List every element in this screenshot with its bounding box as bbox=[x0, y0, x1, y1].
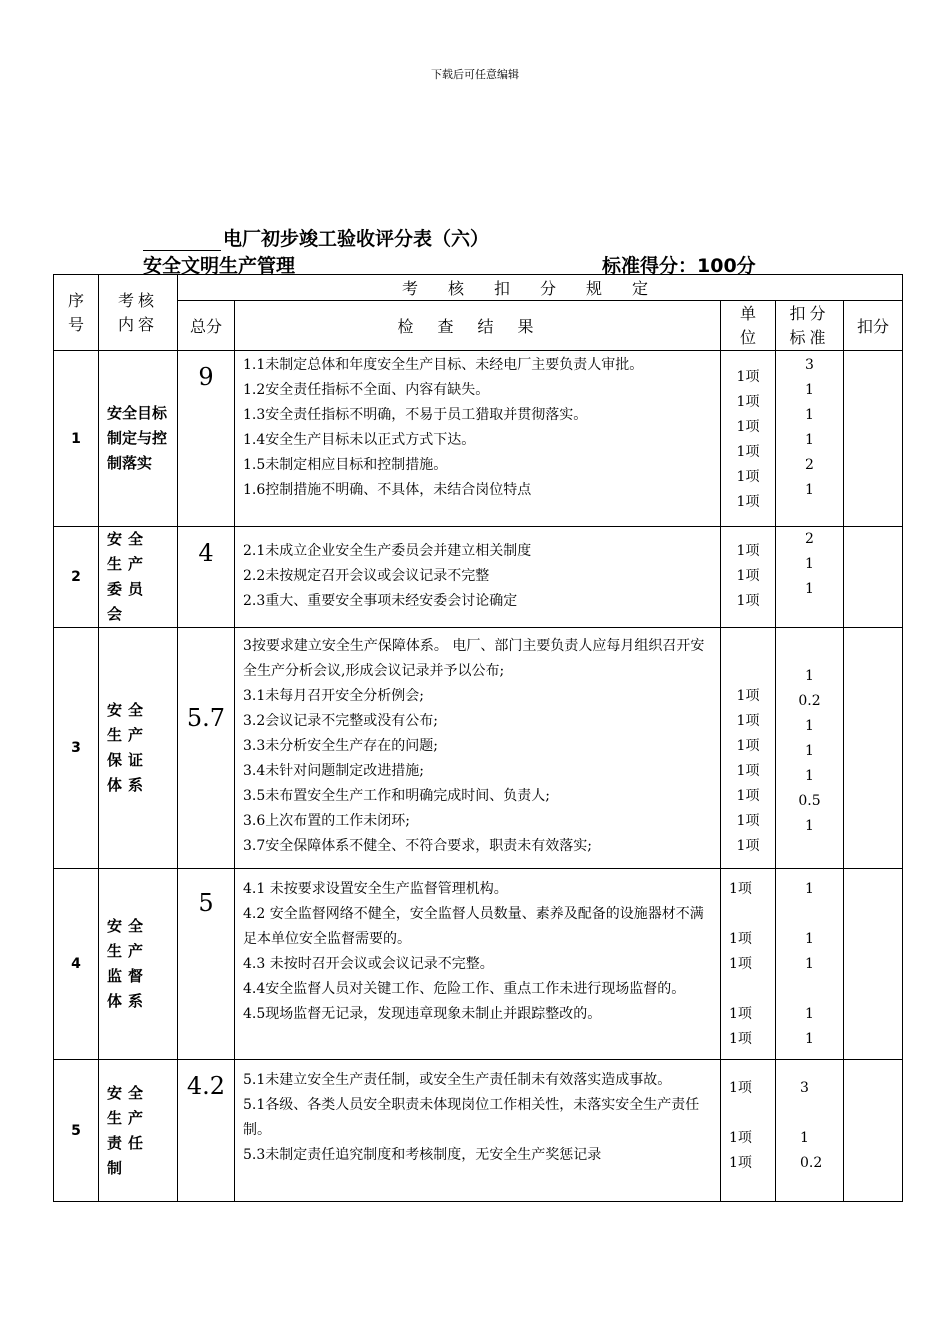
unit-value: 1项 bbox=[736, 763, 760, 779]
table-row bbox=[54, 1060, 903, 1202]
unit-spacer bbox=[721, 659, 775, 684]
standard-value: 1 bbox=[805, 382, 814, 398]
row-total: 5 bbox=[178, 869, 235, 1060]
row-seq: 3 bbox=[54, 628, 99, 869]
header-seq: 序号 bbox=[54, 275, 99, 351]
result-item: 1.2安全责任指标不全面、内容有缺失。 bbox=[243, 382, 490, 398]
standard-value: 0.2 bbox=[800, 1155, 823, 1171]
row-deduct-cell bbox=[844, 1060, 903, 1202]
standard-score: 标准得分：100分 bbox=[602, 255, 756, 277]
row-result-items bbox=[235, 1060, 721, 1202]
row-deduct-cell bbox=[844, 527, 903, 628]
standard-value: 2 bbox=[805, 457, 814, 473]
unit-value: 1项 bbox=[729, 1006, 752, 1022]
standard-spacer bbox=[776, 902, 843, 927]
header-deduct: 扣分 bbox=[844, 301, 903, 351]
row-content: 安全生产委员会 bbox=[99, 527, 178, 628]
result-item: 1.6控制措施不明确、不具体，未结合岗位特点 bbox=[243, 482, 532, 498]
title-text: 电厂初步竣工验收评分表（六） bbox=[223, 228, 490, 250]
standard-value: 1 bbox=[805, 1031, 814, 1047]
result-item: 5.1各级、各类人员安全职责未体现岗位工作相关性，未落实安全生产责任制。 bbox=[243, 1097, 700, 1138]
result-item: 3.7安全保障体系不健全、不符合要求，职责未有效落实; bbox=[243, 838, 592, 854]
result-item: 2.2未按规定召开会议或会议记录不完整 bbox=[243, 568, 490, 584]
standard-value: 1 bbox=[805, 818, 814, 834]
standard-value: 1 bbox=[805, 1006, 814, 1022]
header-result: 检查结果 bbox=[235, 301, 721, 351]
unit-value: 1项 bbox=[736, 788, 760, 804]
result-item: 3.2会议记录不完整或没有公布; bbox=[243, 713, 438, 729]
standard-value: 1 bbox=[805, 768, 814, 784]
standard-value: 1 bbox=[805, 743, 814, 759]
result-item: 1.4安全生产目标未以正式方式下达。 bbox=[243, 432, 476, 448]
result-item: 2.1未成立企业安全生产委员会并建立相关制度 bbox=[243, 543, 532, 559]
row-content: 安全生产保证体系 bbox=[99, 628, 178, 869]
result-item: 3.5未布置安全生产工作和明确完成时间、负责人; bbox=[243, 788, 550, 804]
unit-value: 1项 bbox=[736, 738, 760, 754]
row-standards bbox=[776, 869, 844, 1060]
table-row bbox=[54, 351, 903, 527]
result-item: 3.1未每月召开安全分析例会; bbox=[243, 688, 424, 704]
row-total: 4 bbox=[178, 527, 235, 628]
row-standards bbox=[776, 527, 844, 628]
row-result-items bbox=[235, 527, 721, 628]
unit-value: 1项 bbox=[736, 568, 760, 584]
standard-value: 1 bbox=[805, 956, 814, 972]
row-units bbox=[721, 869, 776, 1060]
row-content: 安全目标制定与控制落实 bbox=[99, 351, 178, 527]
standard-value: 1 bbox=[805, 931, 814, 947]
row-units bbox=[721, 1060, 776, 1202]
unit-value: 1项 bbox=[729, 956, 752, 972]
result-item: 4.5现场监督无记录，发现违章现象未制止并跟踪整改的。 bbox=[243, 1006, 602, 1022]
unit-value: 1项 bbox=[729, 1130, 752, 1146]
unit-spacer bbox=[729, 1101, 775, 1126]
unit-value: 1项 bbox=[736, 713, 760, 729]
header-note: 下载后可任意编辑 bbox=[431, 68, 519, 81]
row-result-items bbox=[235, 628, 721, 869]
header-content: 考核内容 bbox=[99, 275, 178, 351]
row-standards bbox=[776, 1060, 844, 1202]
standard-value: 3 bbox=[805, 357, 814, 373]
unit-value: 1项 bbox=[736, 543, 760, 559]
standard-value: 0.2 bbox=[798, 693, 821, 709]
result-item: 4.4安全监督人员对关键工作、危险工作、重点工作未进行现场监督的。 bbox=[243, 981, 686, 997]
row-seq: 2 bbox=[54, 527, 99, 628]
header-standard: 扣分标准 bbox=[776, 301, 844, 351]
unit-value: 1项 bbox=[729, 931, 752, 947]
standard-value: 3 bbox=[800, 1080, 809, 1096]
standard-value: 1 bbox=[805, 668, 814, 684]
standard-value: 1 bbox=[800, 1130, 809, 1146]
header-total: 总分 bbox=[178, 301, 235, 351]
unit-value: 1项 bbox=[729, 1031, 752, 1047]
unit-value: 1项 bbox=[736, 838, 760, 854]
row-units bbox=[721, 351, 776, 527]
standard-spacer bbox=[776, 977, 843, 1002]
standard-value: 1 bbox=[805, 556, 814, 572]
unit-value: 1项 bbox=[736, 593, 760, 609]
unit-spacer bbox=[729, 902, 775, 927]
unit-value: 1项 bbox=[736, 494, 760, 510]
table-row bbox=[54, 527, 903, 628]
unit-value: 1项 bbox=[736, 469, 760, 485]
standard-value: 1 bbox=[805, 581, 814, 597]
result-item: 3.4未针对问题制定改进措施; bbox=[243, 763, 424, 779]
title-blank-line bbox=[143, 232, 221, 251]
result-item: 1.3安全责任指标不明确，不易于员工猎取并贯彻落实。 bbox=[243, 407, 588, 423]
header-row-1 bbox=[54, 275, 903, 301]
row-total: 4.2 bbox=[178, 1060, 235, 1202]
evaluation-table bbox=[53, 274, 903, 1202]
result-item: 5.3未制定责任追究制度和考核制度，无安全生产奖惩记录 bbox=[243, 1147, 602, 1163]
row-seq: 1 bbox=[54, 351, 99, 527]
page-title bbox=[143, 224, 489, 251]
row-deduct-cell bbox=[844, 351, 903, 527]
result-item: 3按要求建立安全生产保障体系。 电厂、部门主要负责人应每月组织召开安全生产分析会议,形成会议记录并予以公布; bbox=[243, 638, 705, 679]
result-item: 5.1未建立安全生产责任制，或安全生产责任制未有效落实造成事故。 bbox=[243, 1072, 672, 1088]
result-item: 4.3 未按时召开会议或会议记录不完整。 bbox=[243, 956, 494, 972]
standard-spacer bbox=[800, 1101, 843, 1126]
unit-value: 1项 bbox=[729, 1155, 752, 1171]
row-content: 安全生产监督体系 bbox=[99, 869, 178, 1060]
standard-value: 1 bbox=[805, 407, 814, 423]
unit-value: 1项 bbox=[736, 419, 760, 435]
standard-value: 2 bbox=[805, 531, 814, 547]
result-item: 3.3未分析安全生产存在的问题; bbox=[243, 738, 438, 754]
row-deduct-cell bbox=[844, 869, 903, 1060]
unit-value: 1项 bbox=[736, 394, 760, 410]
result-item: 1.5未制定相应目标和控制措施。 bbox=[243, 457, 448, 473]
standard-value: 1 bbox=[805, 718, 814, 734]
row-seq: 4 bbox=[54, 869, 99, 1060]
unit-spacer bbox=[721, 353, 775, 365]
standard-value: 1 bbox=[805, 482, 814, 498]
table-row bbox=[54, 628, 903, 869]
row-standards bbox=[776, 628, 844, 869]
result-item: 1.1未制定总体和年度安全生产目标、未经电厂主要负责人审批。 bbox=[243, 357, 644, 373]
subtitle: 安全文明生产管理 bbox=[143, 255, 296, 277]
result-item: 2.3重大、重要安全事项未经安委会讨论确定 bbox=[243, 593, 518, 609]
unit-value: 1项 bbox=[729, 1080, 752, 1096]
unit-value: 1项 bbox=[736, 369, 760, 385]
unit-value: 1项 bbox=[729, 881, 752, 897]
result-item: 4.1 未按要求设置安全生产监督管理机构。 bbox=[243, 881, 508, 897]
result-item: 3.6上次布置的工作未闭环; bbox=[243, 813, 410, 829]
unit-value: 1项 bbox=[736, 813, 760, 829]
header-row-2 bbox=[54, 301, 903, 351]
unit-spacer bbox=[721, 634, 775, 659]
row-units bbox=[721, 628, 776, 869]
unit-value: 1项 bbox=[736, 444, 760, 460]
row-deduct-cell bbox=[844, 628, 903, 869]
table-row bbox=[54, 869, 903, 1060]
standard-spacer bbox=[776, 634, 843, 664]
row-total: 5.7 bbox=[178, 628, 235, 869]
standard-value: 1 bbox=[805, 432, 814, 448]
header-group: 考核扣分规定 bbox=[178, 275, 903, 301]
header-unit: 单位 bbox=[721, 301, 776, 351]
row-result-items bbox=[235, 869, 721, 1060]
row-total: 9 bbox=[178, 351, 235, 527]
row-result-items bbox=[235, 351, 721, 527]
row-units bbox=[721, 527, 776, 628]
row-seq: 5 bbox=[54, 1060, 99, 1202]
unit-value: 1项 bbox=[736, 688, 760, 704]
row-standards bbox=[776, 351, 844, 527]
unit-spacer bbox=[729, 977, 775, 1002]
row-content: 安全生产责任制 bbox=[99, 1060, 178, 1202]
standard-value: 1 bbox=[805, 881, 814, 897]
standard-value: 0.5 bbox=[798, 793, 821, 809]
result-item: 4.2 安全监督网络不健全，安全监督人员数量、素养及配备的设施器材不满足本单位安全监督需要的。 bbox=[243, 906, 704, 947]
